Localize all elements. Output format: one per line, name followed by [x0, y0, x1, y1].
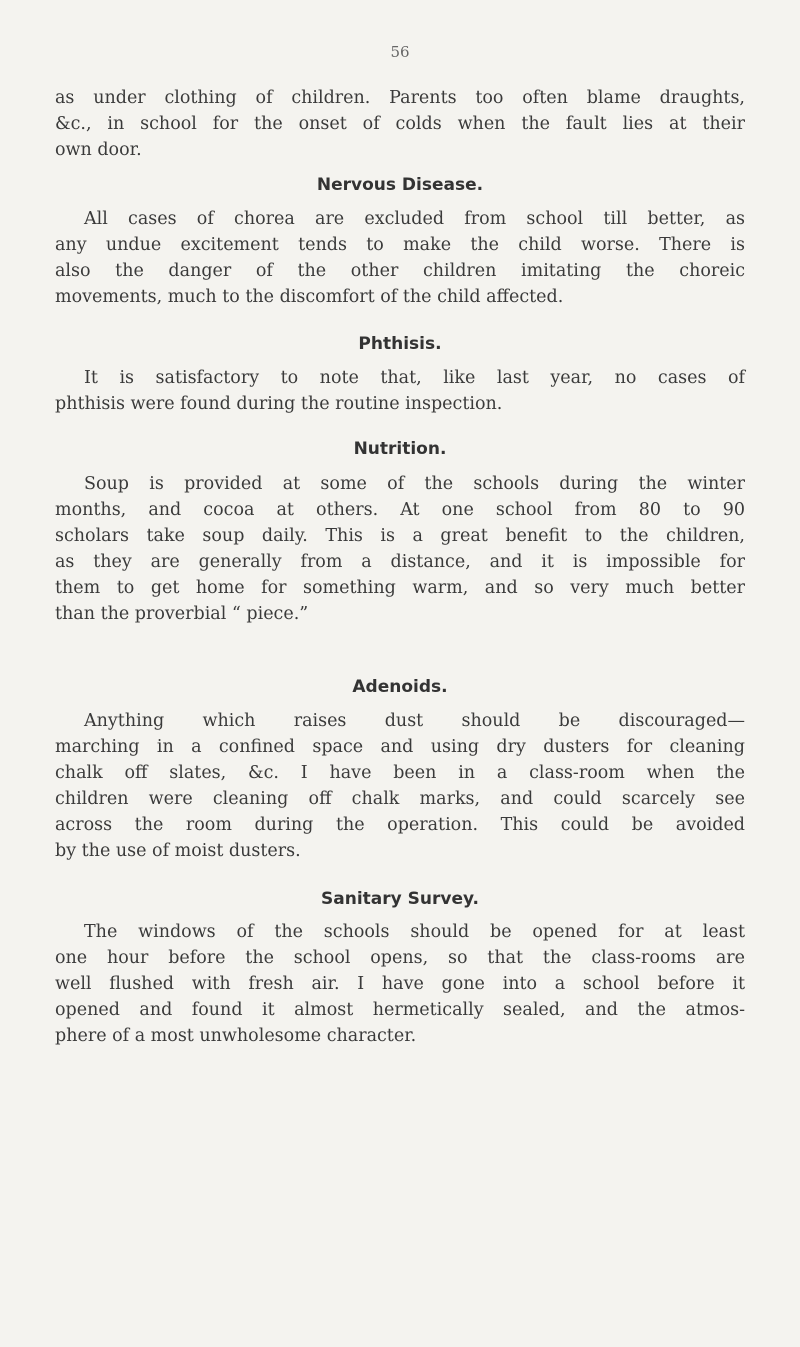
text-line: All cases of chorea are excluded from school till better, as: [84, 209, 745, 229]
text-line: Soup is provided at some of the schools during the winter: [84, 474, 745, 494]
text-line: as they are generally from a distance, and it is impossible for: [55, 552, 745, 572]
text-line: opened and found it almost hermetically sealed, and the atmos-: [55, 1000, 745, 1020]
heading-sanitary-survey: Sanitary Survey.: [321, 889, 479, 909]
heading-nervous-disease: Nervous Disease.: [316, 175, 484, 195]
heading-adenoids: Adenoids.: [352, 677, 448, 697]
text-line: The windows of the schools should be opened for at least: [84, 922, 745, 942]
text-line: any undue excitement tends to make the child worse. There is: [55, 235, 745, 255]
page-number: 56: [390, 43, 410, 61]
text-line: across the room during the operation. This could be avoided: [55, 815, 745, 835]
text-line: as under clothing of children. Parents too often blame draughts,: [55, 88, 745, 108]
text-line: by the use of moist dusters.: [55, 841, 301, 861]
text-line: movements, much to the discomfort of the child affected.: [55, 287, 564, 307]
text-line: scholars take soup daily. This is a great benefit to the children,: [55, 526, 745, 546]
text-line: than the proverbial “ piece.”: [55, 604, 309, 624]
text-line: phere of a most unwholesome character.: [55, 1026, 417, 1046]
intro-paragraph: [55, 85, 745, 163]
text-line: children were cleaning off chalk marks, and could scarcely see: [55, 789, 745, 809]
sanitary-survey-paragraph: [55, 919, 745, 1049]
nutrition-paragraph: [55, 471, 745, 627]
text-line: phthisis were found during the routine inspection.: [55, 394, 503, 414]
text-line: months, and cocoa at others. At one school from 80 to 90: [55, 500, 745, 520]
text-line: marching in a confined space and using dry dusters for cleaning: [55, 737, 745, 757]
adenoids-paragraph: [55, 708, 745, 864]
nervous-disease-paragraph: [55, 206, 745, 310]
text-line: Anything which raises dust should be discouraged—: [84, 711, 745, 731]
text-line: them to get home for something warm, and so very much better: [55, 578, 745, 598]
text-line: well flushed with fresh air. I have gone into a school before it: [55, 974, 745, 994]
phthisis-paragraph: [55, 365, 745, 417]
text-line: &c., in school for the onset of colds when the fault lies at their: [55, 114, 745, 134]
text-line: chalk off slates, &c. I have been in a class-room when the: [55, 763, 745, 783]
heading-phthisis: Phthisis.: [358, 334, 442, 354]
heading-nutrition: Nutrition.: [353, 439, 447, 459]
text-line: It is satisfactory to note that, like last year, no cases of: [84, 368, 745, 388]
text-line: own door.: [55, 140, 142, 160]
text-line: one hour before the school opens, so that the class-rooms are: [55, 948, 745, 968]
text-line: also the danger of the other children imitating the choreic: [55, 261, 745, 281]
